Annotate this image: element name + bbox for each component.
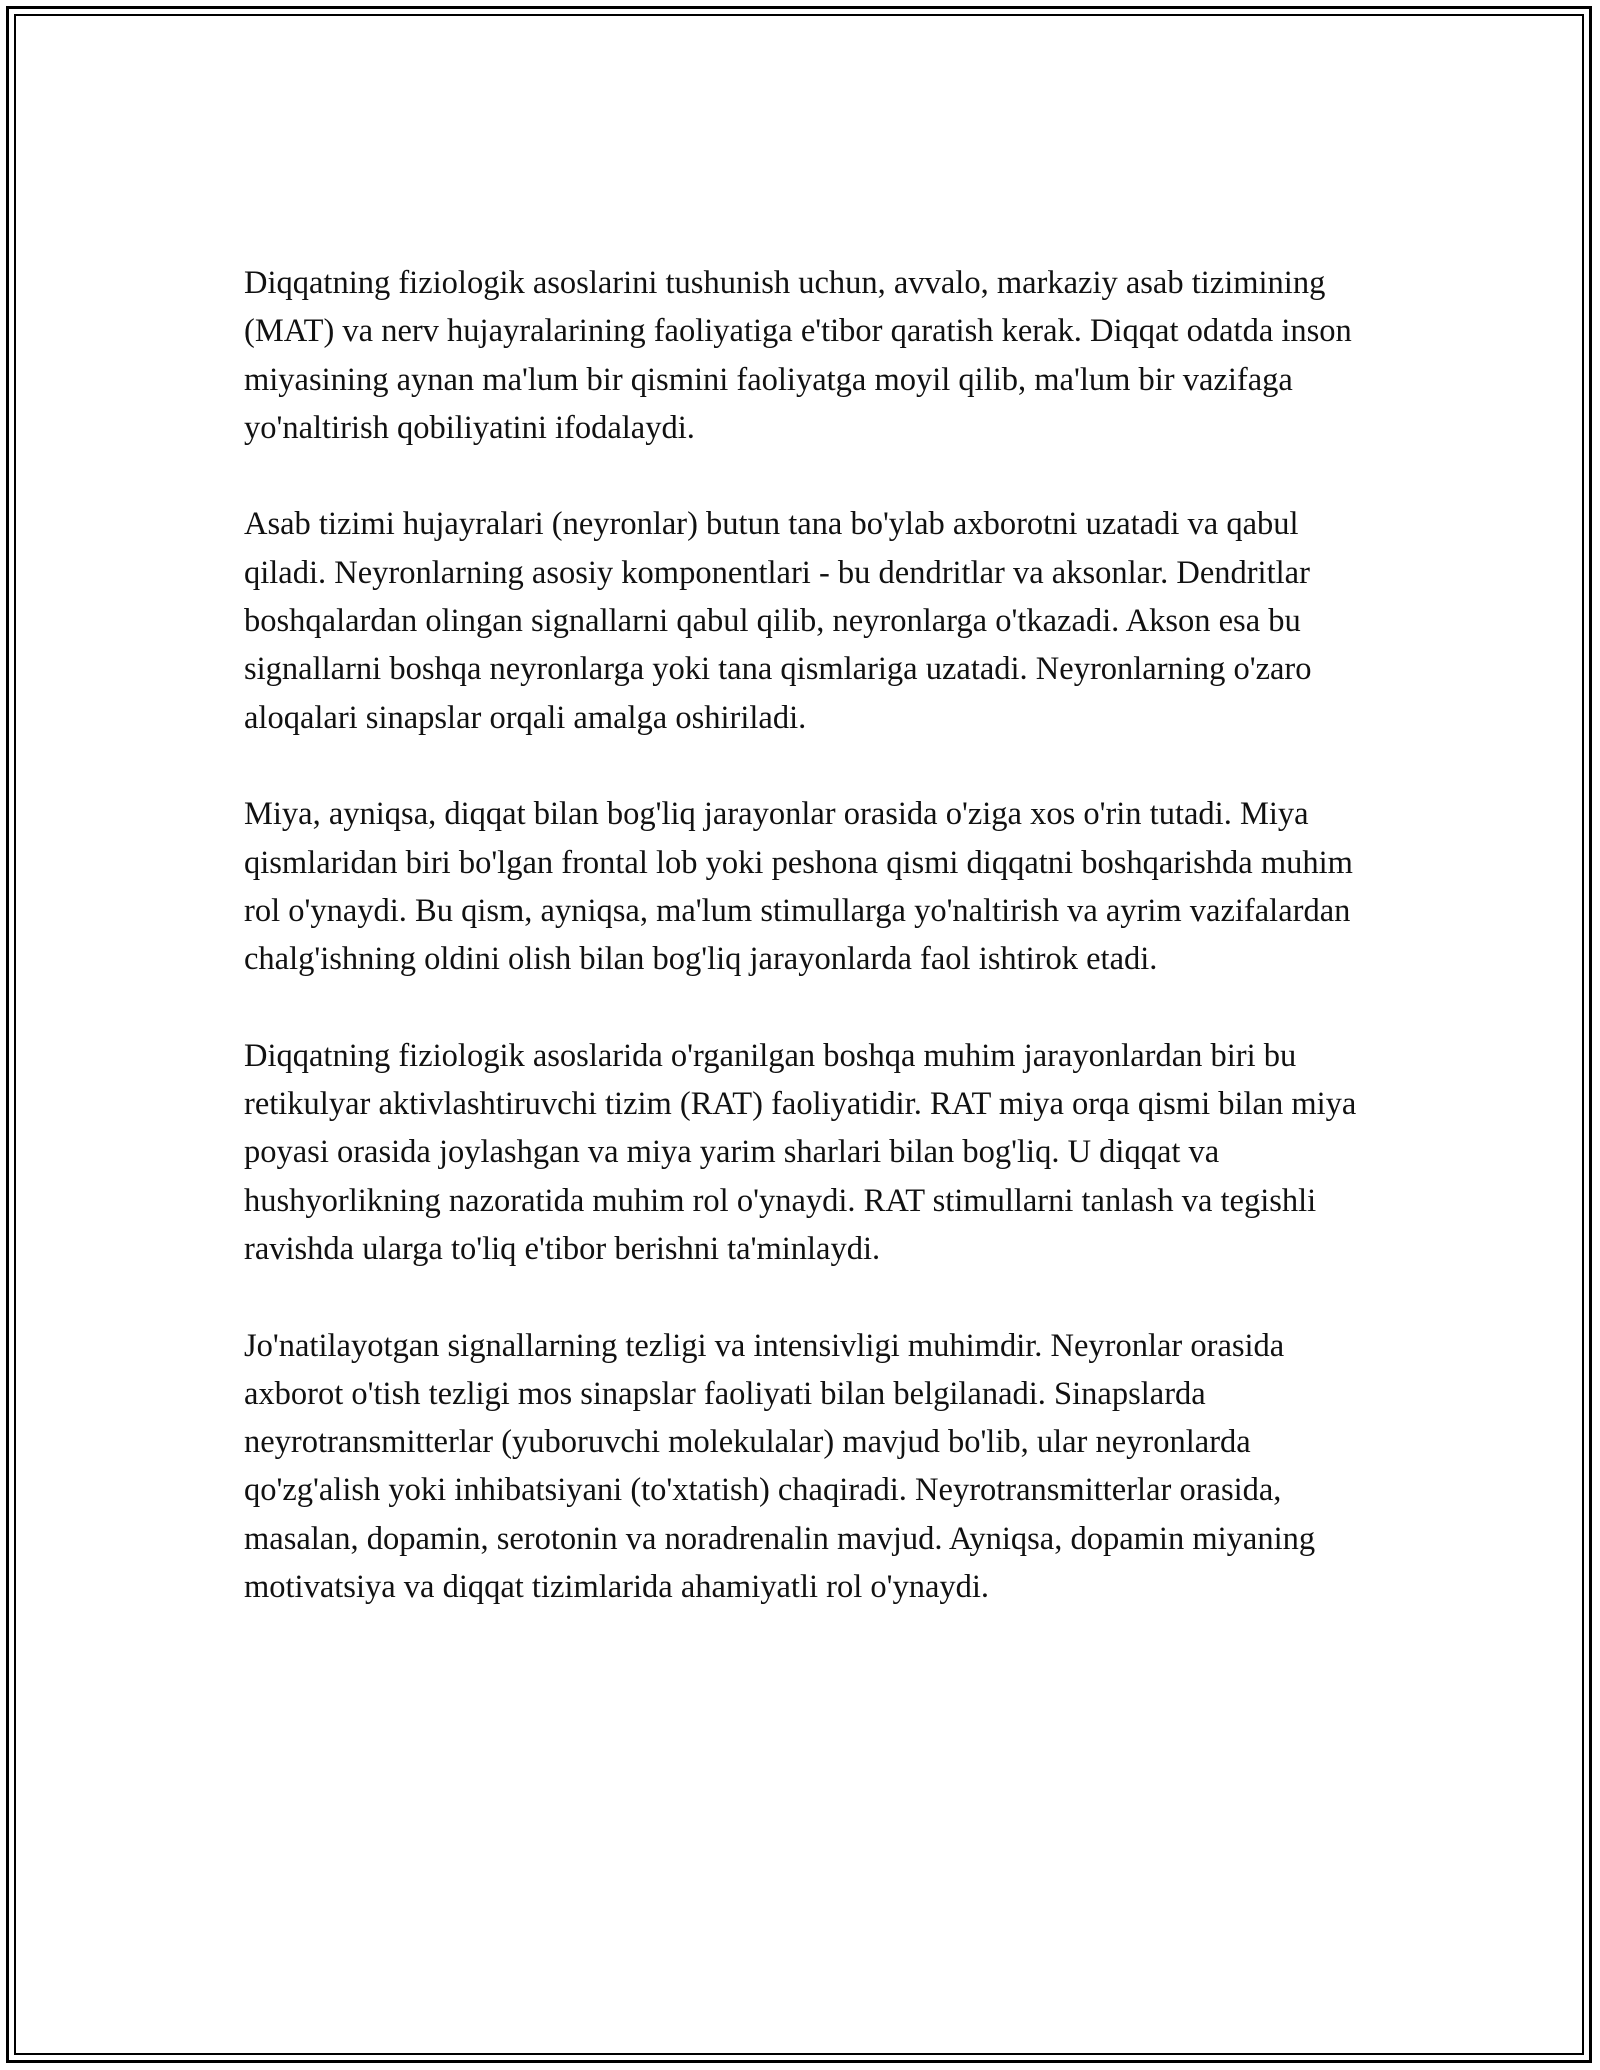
paragraph-5: Jo'natilayotgan signallarning tezligi va intensivligi muhimdir. Neyronlar orasida axborot o'tish tezligi mos sinapslar faoliyati bilan belgilanadi. Sinapslarda neyrotransmitterlar (yuboruvchi molekulalar) mavjud bo'lib, ular neyronlarda qo'zg'alish yoki inhibatsiyani (to'xtatish) chaqiradi. Neyrotransmitterlar orasida, masalan, dopamin, serotonin va noradrenalin mavjud. Ayniqsa, dopamin miyaning motivatsiya va diqqat tizimlarida ahamiyatli rol o'ynaydi. bbox=[244, 1327, 1316, 1606]
document-body bbox=[244, 259, 1374, 1660]
paragraph-3: Miya, ayniqsa, diqqat bilan bog'liq jarayonlar orasida o'ziga xos o'rin tutadi. Miya qismlaridan biri bo'lgan frontal lob yoki peshona qismi diqqatni boshqarishda muhim rol o'ynaydi. Bu qism, ayniqsa, ma'lum stimullarga yo'naltirish va ayrim vazifalardan chalg'ishning oldini olish bilan bog'liq jarayonlarda faol ishtirok etadi. bbox=[244, 796, 1353, 978]
paragraph-1: Diqqatning fiziologik asoslarini tushunish uchun, avvalo, markaziy asab tizimining (MAT) va nerv hujayralarining faoliyatiga e'tibor qaratish kerak. Diqqat odatda inson miyasining aynan ma'lum bir qismini faoliyatga moyil qilib, ma'lum bir vazifaga yo'naltirish qobiliyatini ifodalaydi. bbox=[244, 265, 1352, 446]
page-border bbox=[6, 6, 1592, 2063]
paragraph-2: Asab tizimi hujayralari (neyronlar) butun tana bo'ylab axborotni uzatadi va qabul qiladi. Neyronlarning asosiy komponentlari - bu dendritlar va aksonlar. Dendritlar boshqalardan olingan signallarni qabul qilib, neyronlarga o'tkazadi. Akson esa bu signallarni boshqa neyronlarga yoki tana qismlariga uzatadi. Neyronlarning o'zaro aloqalari sinapslar orqali amalga oshiriladi. bbox=[244, 506, 1312, 736]
paragraph-4: Diqqatning fiziologik asoslarida o'rganilgan boshqa muhim jarayonlardan biri bu retikulyar aktivlashtiruvchi tizim (RAT) faoliyatidir. RAT miya orqa qismi bilan miya poyasi orasida joylashgan va miya yarim sharlari bilan bog'liq. U diqqat va hushyorlikning nazoratida muhim rol o'ynaydi. RAT stimullarni tanlash va tegishli ravishda ularga to'liq e'tibor berishni ta'minlaydi. bbox=[244, 1037, 1357, 1267]
